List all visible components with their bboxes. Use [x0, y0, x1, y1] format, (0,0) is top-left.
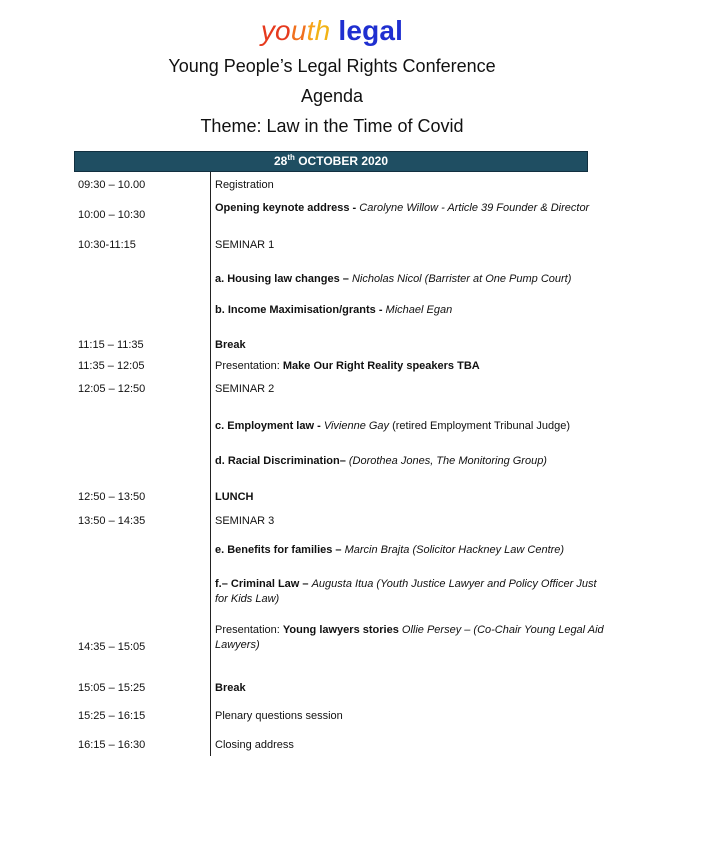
agenda-item — [215, 709, 605, 724]
agenda-item-text: (Dorothea Jones, The Monitoring Group) — [348, 455, 547, 467]
agenda-item-text: Augusta Itua (Youth Justice Lawyer and Policy Officer Just for Kids Law) — [215, 578, 597, 605]
agenda-item-text: Michael Egan — [385, 304, 453, 316]
agenda-time: 16:15 – 16:30 — [78, 739, 146, 751]
agenda-item-text: Break — [215, 339, 246, 351]
agenda-item — [215, 382, 605, 397]
agenda-item — [215, 238, 605, 253]
logo-letter: h — [314, 15, 331, 46]
agenda-item-text: SEMINAR 3 — [215, 515, 275, 527]
logo-letter: o — [275, 15, 291, 46]
agenda-item — [215, 454, 605, 469]
agenda-item-text: LUNCH — [215, 491, 254, 503]
agenda-time: 13:50 – 14:35 — [78, 515, 146, 527]
agenda-item-text: d. Racial Discrimination– — [215, 455, 349, 467]
agenda-time: 10:00 – 10:30 — [78, 209, 146, 221]
agenda-item — [215, 359, 605, 374]
agenda-item-text: a. Housing law changes – — [215, 273, 352, 285]
agenda-time: 12:50 – 13:50 — [78, 491, 146, 503]
conference-title: Young People’s Legal Rights Conference — [168, 56, 496, 76]
agenda-item-text: f.– Criminal Law – — [215, 578, 312, 590]
agenda-item-text: SEMINAR 2 — [215, 383, 275, 395]
agenda-item-text: SEMINAR 1 — [215, 239, 275, 251]
agenda-heading: Agenda — [300, 86, 364, 106]
agenda-item-text: (retired Employment Tribunal Judge) — [392, 420, 571, 432]
agenda-item — [215, 419, 605, 434]
agenda-time: 15:25 – 16:15 — [78, 710, 146, 722]
column-divider — [210, 172, 211, 756]
agenda-item-text: Young lawyers stories — [282, 624, 402, 636]
agenda-item-text: Presentation: — [215, 624, 283, 636]
agenda-item — [215, 490, 605, 505]
date-month-year: OCTOBER 2020 — [294, 154, 389, 168]
agenda-item-text: c. Employment law - — [215, 420, 324, 432]
agenda-item-text: Presentation: — [215, 360, 283, 372]
date-suffix: th — [287, 153, 295, 162]
agenda-item — [215, 681, 605, 696]
youth-legal-logo — [0, 14, 664, 48]
agenda-item-text: Make Our Right Reality speakers TBA — [282, 360, 480, 372]
agenda-item-text: b. Income Maximisation/grants - — [215, 304, 386, 316]
agenda-item-text: e. Benefits for families – — [215, 544, 345, 556]
logo-letter: u — [290, 15, 307, 46]
agenda-time: 11:35 – 12:05 — [78, 360, 145, 372]
agenda-time: 12:05 – 12:50 — [78, 383, 146, 395]
agenda-item — [215, 543, 605, 558]
agenda-item — [215, 577, 605, 607]
agenda-time: 11:15 – 11:35 — [78, 339, 144, 351]
agenda-item — [215, 201, 605, 216]
agenda-item-text: Ollie Persey – (Co-Chair Young Legal Aid Lawyers) — [215, 624, 604, 651]
logo-word-youth — [261, 15, 331, 46]
agenda-time: 14:35 – 15:05 — [78, 641, 146, 653]
logo-letter: t — [306, 15, 315, 46]
agenda-item — [215, 738, 605, 753]
agenda-time: 09:30 – 10.00 — [78, 179, 146, 191]
agenda-item-text: Registration — [215, 179, 274, 191]
agenda-item — [215, 178, 605, 193]
agenda-time: 15:05 – 15:25 — [78, 682, 146, 694]
agenda-item-text: Break — [215, 682, 246, 694]
agenda-item-text: Nicholas Nicol (Barrister at One Pump Court) — [351, 273, 572, 285]
agenda-item-text: Opening keynote address - — [215, 202, 360, 214]
agenda-time: 10:30-11:15 — [78, 239, 136, 251]
agenda-item-text: Carolyne Willow - Article 39 Founder & Director — [359, 202, 590, 214]
agenda-item — [215, 623, 605, 653]
agenda-item-text: Closing address — [215, 739, 294, 751]
logo-word-legal: legal — [338, 15, 404, 46]
theme-heading: Theme: Law in the Time of Covid — [200, 116, 464, 136]
agenda-item-text: Vivienne Gay — [323, 420, 393, 432]
agenda-item — [215, 303, 605, 318]
agenda-item-text: Marcin Brajta (Solicitor Hackney Law Centre) — [344, 544, 565, 556]
agenda-item — [215, 272, 605, 287]
date-bar — [74, 151, 588, 172]
agenda-item — [215, 514, 605, 529]
date-day: 28 — [273, 154, 288, 168]
agenda-item — [215, 338, 605, 353]
logo-letter: y — [260, 15, 276, 46]
agenda-item-text: Plenary questions session — [215, 710, 343, 722]
